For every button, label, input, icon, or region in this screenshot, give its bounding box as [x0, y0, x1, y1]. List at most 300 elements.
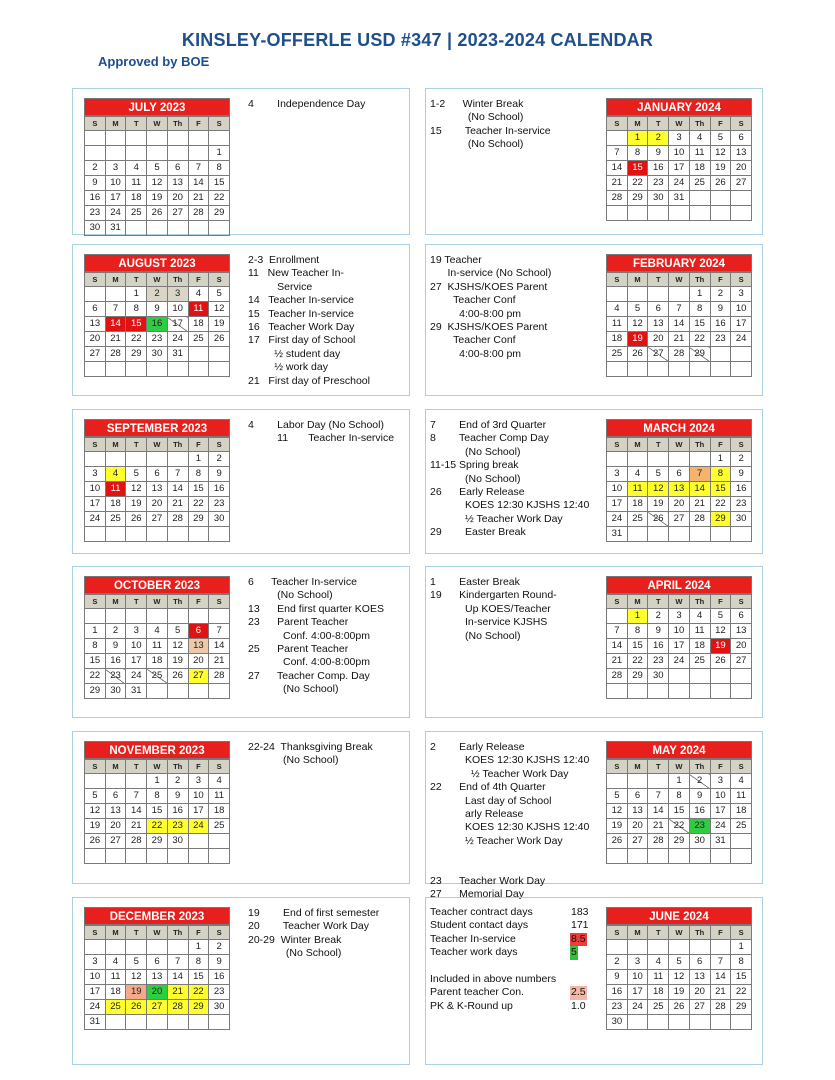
day-cell: 25	[209, 819, 230, 834]
day-cell: 30	[731, 512, 752, 527]
summary-row	[430, 973, 590, 986]
day-header: Th	[689, 926, 710, 940]
day-cell: 10	[126, 639, 147, 654]
day-cell: 12	[710, 624, 731, 639]
day-header: S	[607, 117, 628, 131]
event-line: 4:00-8:00 pm	[430, 347, 522, 360]
week-row	[85, 940, 230, 955]
day-cell: 17	[105, 191, 126, 206]
month-title: JANUARY 2024	[606, 98, 752, 116]
empty-cell	[126, 1015, 147, 1030]
day-cell: 29	[147, 834, 168, 849]
day-header: M	[627, 438, 648, 452]
event-line: 27 Teacher Comp. Day	[248, 669, 370, 682]
event-line: Conf. 4:00-8:00pm	[248, 629, 370, 642]
week-row	[607, 497, 752, 512]
day-header: Th	[689, 438, 710, 452]
day-cell: 21	[209, 654, 230, 669]
day-cell: 23	[648, 176, 669, 191]
empty-cell	[710, 191, 731, 206]
month-grid	[84, 594, 230, 699]
day-header: Th	[689, 117, 710, 131]
day-cell: 15	[710, 482, 731, 497]
day-header: Th	[689, 760, 710, 774]
day-header-row	[85, 760, 230, 774]
day-cell: 14	[648, 804, 669, 819]
empty-cell	[689, 849, 710, 864]
day-header: F	[188, 760, 209, 774]
week-row	[85, 302, 230, 317]
empty-cell	[669, 1015, 690, 1030]
day-cell: 2	[105, 624, 126, 639]
day-cell: 25	[126, 206, 147, 221]
day-cell: 14	[209, 639, 230, 654]
day-cell: 8	[126, 302, 147, 317]
empty-cell	[147, 452, 168, 467]
day-header: T	[126, 273, 147, 287]
empty-cell	[607, 774, 628, 789]
day-cell: 16	[689, 804, 710, 819]
summary-row	[430, 906, 590, 919]
day-header: Th	[167, 117, 188, 131]
empty-cell	[648, 684, 669, 699]
day-cell: 24	[167, 332, 188, 347]
day-cell: 3	[85, 955, 106, 970]
day-cell: 14	[710, 970, 731, 985]
day-cell: 19	[126, 497, 147, 512]
day-cell: 26	[147, 206, 168, 221]
day-cell: 30	[209, 512, 230, 527]
day-header: S	[731, 117, 752, 131]
empty-cell	[648, 940, 669, 955]
day-header: F	[188, 438, 209, 452]
summary-label: Parent teacher Con.	[430, 986, 524, 999]
empty-cell	[648, 849, 669, 864]
day-cell: 11	[731, 789, 752, 804]
empty-cell	[607, 849, 628, 864]
day-cell: 5	[607, 789, 628, 804]
month-calendar-jul	[84, 98, 230, 236]
day-cell: 15	[188, 482, 209, 497]
day-cell: 1	[731, 940, 752, 955]
day-cell: 29	[188, 1000, 209, 1015]
day-cell: 31	[105, 221, 126, 236]
day-cell: 6	[147, 467, 168, 482]
day-header: F	[710, 273, 731, 287]
day-cell: 17	[85, 985, 106, 1000]
day-header: S	[209, 117, 230, 131]
event-line: In-service (No School)	[430, 267, 552, 280]
day-cell: 28	[105, 347, 126, 362]
day-cell: 6	[731, 609, 752, 624]
day-cell: 25	[689, 176, 710, 191]
day-cell: 20	[648, 332, 669, 347]
day-cell: 9	[209, 467, 230, 482]
day-header: S	[731, 438, 752, 452]
event-line: 27 Memorial Day	[430, 888, 524, 901]
day-cell: 22	[209, 191, 230, 206]
empty-cell	[188, 221, 209, 236]
day-header: F	[188, 595, 209, 609]
day-cell: 14	[126, 804, 147, 819]
empty-cell	[627, 774, 648, 789]
day-cell: 11	[105, 482, 126, 497]
day-cell: 29	[710, 512, 731, 527]
week-row	[85, 206, 230, 221]
empty-cell	[607, 206, 628, 221]
week-row	[607, 527, 752, 542]
week-row	[607, 161, 752, 176]
month-grid	[84, 925, 230, 1030]
event-line: (No School)	[430, 445, 521, 458]
event-line: ½ work day	[248, 361, 328, 374]
empty-cell	[669, 206, 690, 221]
day-cell: 25	[689, 654, 710, 669]
day-cell: 4	[607, 302, 628, 317]
day-cell: 3	[731, 287, 752, 302]
day-cell: 8	[710, 467, 731, 482]
week-row	[85, 1015, 230, 1030]
week-row	[607, 955, 752, 970]
event-line: 19 Teacher	[430, 254, 482, 266]
event-line: 11 Teacher In-service	[248, 432, 395, 445]
empty-cell	[648, 362, 669, 377]
day-cell: 5	[126, 955, 147, 970]
day-cell: 3	[105, 161, 126, 176]
day-header: W	[147, 926, 168, 940]
empty-cell	[669, 684, 690, 699]
day-cell: 6	[648, 302, 669, 317]
day-cell: 26	[669, 1000, 690, 1015]
day-cell: 4	[627, 467, 648, 482]
day-cell: 29	[627, 191, 648, 206]
empty-cell	[710, 362, 731, 377]
empty-cell	[126, 221, 147, 236]
day-cell: 28	[710, 1000, 731, 1015]
empty-cell	[627, 1015, 648, 1030]
empty-cell	[689, 206, 710, 221]
day-cell: 16	[209, 482, 230, 497]
events-jan	[430, 98, 551, 152]
events-nov	[248, 741, 373, 768]
empty-cell	[105, 131, 126, 146]
empty-cell	[669, 940, 690, 955]
day-header: W	[147, 438, 168, 452]
day-cell: 17	[669, 639, 690, 654]
empty-cell	[731, 669, 752, 684]
day-cell: 10	[607, 482, 628, 497]
empty-cell	[710, 1015, 731, 1030]
day-cell: 20	[627, 819, 648, 834]
day-header: M	[627, 595, 648, 609]
day-header: F	[710, 926, 731, 940]
month-grid	[606, 272, 752, 377]
empty-cell	[689, 452, 710, 467]
day-cell: 15	[627, 639, 648, 654]
week-row	[607, 467, 752, 482]
day-cell: 13	[648, 317, 669, 332]
page-title: KINSLEY-OFFERLE USD #347 | 2023-2024 CALENDAR	[181, 30, 654, 50]
empty-cell	[167, 849, 188, 864]
day-cell: 1	[188, 452, 209, 467]
day-cell: 18	[105, 985, 126, 1000]
week-row	[85, 512, 230, 527]
week-row	[85, 287, 230, 302]
day-cell: 24	[669, 654, 690, 669]
day-cell: 22	[689, 332, 710, 347]
day-header-row	[607, 595, 752, 609]
empty-cell	[648, 287, 669, 302]
day-cell: 29	[209, 206, 230, 221]
empty-cell	[105, 774, 126, 789]
event-line: Service	[248, 280, 313, 293]
day-cell: 2	[209, 452, 230, 467]
day-cell: 29	[126, 347, 147, 362]
day-header: M	[105, 926, 126, 940]
summary-value: 1.0	[571, 999, 586, 1012]
day-cell: 2	[147, 287, 168, 302]
week-row	[607, 804, 752, 819]
event-line: 4 Labor Day (No School)	[248, 419, 384, 431]
day-cell: 2	[689, 774, 710, 789]
event-line: 4:00-8:00 pm	[430, 307, 522, 320]
event-line: 25 Parent Teacher	[248, 643, 349, 656]
day-header: S	[85, 438, 106, 452]
empty-cell	[731, 1015, 752, 1030]
day-cell: 19	[167, 654, 188, 669]
event-line: 15 Teacher In-service	[430, 124, 551, 137]
day-cell: 14	[689, 482, 710, 497]
empty-cell	[167, 221, 188, 236]
day-cell: 16	[105, 654, 126, 669]
day-cell: 20	[167, 191, 188, 206]
day-cell: 26	[85, 834, 106, 849]
day-cell: 23	[209, 985, 230, 1000]
day-cell: 5	[85, 789, 106, 804]
empty-cell	[105, 1015, 126, 1030]
empty-cell	[209, 684, 230, 699]
empty-cell	[689, 669, 710, 684]
week-row	[607, 684, 752, 699]
week-row	[607, 669, 752, 684]
day-cell: 18	[105, 497, 126, 512]
day-cell: 20	[85, 332, 106, 347]
event-line: 11 New Teacher In-	[248, 267, 344, 280]
day-header: M	[627, 760, 648, 774]
day-cell: 5	[710, 131, 731, 146]
empty-cell	[105, 146, 126, 161]
empty-cell	[147, 146, 168, 161]
week-row	[85, 669, 230, 684]
day-cell: 26	[607, 834, 628, 849]
day-cell: 29	[85, 684, 106, 699]
day-cell: 5	[209, 287, 230, 302]
empty-cell	[607, 452, 628, 467]
day-cell: 28	[689, 512, 710, 527]
day-header: W	[147, 117, 168, 131]
empty-cell	[648, 1015, 669, 1030]
day-cell: 16	[147, 317, 168, 332]
week-row	[85, 191, 230, 206]
month-grid	[606, 437, 752, 542]
day-cell: 9	[85, 176, 106, 191]
month-title: SEPTEMBER 2023	[84, 419, 230, 437]
day-header: M	[105, 273, 126, 287]
day-cell: 25	[105, 1000, 126, 1015]
month-title: MAY 2024	[606, 741, 752, 759]
summary-label: Included in above numbers	[430, 972, 557, 985]
day-cell: 30	[648, 191, 669, 206]
day-cell: 2	[167, 774, 188, 789]
day-cell: 9	[710, 302, 731, 317]
day-cell: 28	[607, 669, 628, 684]
day-cell: 23	[167, 819, 188, 834]
week-row	[85, 332, 230, 347]
empty-cell	[648, 774, 669, 789]
day-cell: 26	[209, 332, 230, 347]
day-cell: 4	[105, 955, 126, 970]
day-cell: 2	[85, 161, 106, 176]
day-cell: 27	[731, 654, 752, 669]
day-cell: 18	[188, 317, 209, 332]
empty-cell	[167, 940, 188, 955]
empty-cell	[167, 527, 188, 542]
week-row	[607, 287, 752, 302]
day-cell: 17	[627, 985, 648, 1000]
day-cell: 21	[167, 497, 188, 512]
empty-cell	[710, 940, 731, 955]
day-cell: 23	[105, 669, 126, 684]
empty-cell	[627, 527, 648, 542]
day-header: M	[105, 117, 126, 131]
day-cell: 21	[607, 654, 628, 669]
week-row	[607, 131, 752, 146]
day-cell: 4	[648, 955, 669, 970]
day-cell: 10	[188, 789, 209, 804]
day-cell: 16	[710, 317, 731, 332]
day-cell: 13	[167, 176, 188, 191]
day-cell: 9	[147, 302, 168, 317]
day-cell: 2	[607, 955, 628, 970]
empty-cell	[607, 940, 628, 955]
day-cell: 24	[105, 206, 126, 221]
day-cell: 15	[731, 970, 752, 985]
day-cell: 22	[627, 654, 648, 669]
empty-cell	[607, 131, 628, 146]
day-cell: 25	[188, 332, 209, 347]
day-cell: 10	[85, 970, 106, 985]
day-cell: 24	[731, 332, 752, 347]
event-line: 23 Parent Teacher	[248, 616, 349, 629]
empty-cell	[126, 774, 147, 789]
day-header-row	[85, 595, 230, 609]
day-cell: 6	[167, 161, 188, 176]
empty-cell	[147, 1015, 168, 1030]
day-cell: 15	[188, 970, 209, 985]
day-header: S	[607, 273, 628, 287]
day-cell: 25	[607, 347, 628, 362]
empty-cell	[105, 849, 126, 864]
day-cell: 4	[689, 131, 710, 146]
day-cell: 20	[731, 639, 752, 654]
day-cell: 23	[209, 497, 230, 512]
empty-cell	[209, 1015, 230, 1030]
day-cell: 3	[669, 609, 690, 624]
day-cell: 12	[167, 639, 188, 654]
summary-row	[430, 986, 590, 999]
day-cell: 16	[648, 639, 669, 654]
month-grid	[606, 116, 752, 221]
empty-cell	[147, 609, 168, 624]
day-cell: 2	[209, 940, 230, 955]
week-row	[85, 176, 230, 191]
month-grid	[84, 116, 230, 236]
empty-cell	[85, 527, 106, 542]
day-cell: 3	[188, 774, 209, 789]
week-row	[607, 609, 752, 624]
empty-cell	[669, 527, 690, 542]
week-row	[85, 654, 230, 669]
empty-cell	[669, 669, 690, 684]
summary-row	[430, 1000, 590, 1013]
day-cell: 28	[167, 1000, 188, 1015]
month-title: OCTOBER 2023	[84, 576, 230, 594]
day-header: S	[731, 595, 752, 609]
empty-cell	[648, 206, 669, 221]
event-line: 27 KJSHS/KOES Parent	[430, 280, 548, 293]
empty-cell	[627, 849, 648, 864]
event-line: 19 End of first semester	[248, 907, 380, 919]
empty-cell	[105, 527, 126, 542]
summary-row	[430, 919, 590, 932]
day-cell: 9	[689, 789, 710, 804]
day-cell: 3	[607, 467, 628, 482]
day-cell: 11	[689, 624, 710, 639]
day-cell: 21	[710, 985, 731, 1000]
day-cell: 6	[731, 131, 752, 146]
day-cell: 14	[607, 161, 628, 176]
day-cell: 9	[607, 970, 628, 985]
day-cell: 13	[627, 804, 648, 819]
day-cell: 21	[126, 819, 147, 834]
day-cell: 30	[607, 1015, 628, 1030]
empty-cell	[731, 834, 752, 849]
event-line: 11-15 Spring break	[430, 459, 519, 472]
month-grid	[606, 594, 752, 699]
day-header: S	[209, 595, 230, 609]
summary-value: 171	[571, 919, 589, 932]
month-title: DECEMBER 2023	[84, 907, 230, 925]
day-cell: 1	[209, 146, 230, 161]
day-header: M	[627, 273, 648, 287]
day-cell: 12	[209, 302, 230, 317]
empty-cell	[627, 287, 648, 302]
day-cell: 19	[209, 317, 230, 332]
day-cell: 18	[147, 654, 168, 669]
day-cell: 17	[710, 804, 731, 819]
week-row	[85, 970, 230, 985]
day-cell: 22	[147, 819, 168, 834]
day-cell: 2	[731, 452, 752, 467]
day-header: T	[126, 760, 147, 774]
day-header: S	[607, 926, 628, 940]
event-line: arly Release	[430, 808, 524, 821]
empty-cell	[710, 849, 731, 864]
week-row	[85, 221, 230, 236]
day-cell: 16	[85, 191, 106, 206]
day-cell: 24	[85, 1000, 106, 1015]
month-calendar-dec	[84, 907, 230, 1030]
